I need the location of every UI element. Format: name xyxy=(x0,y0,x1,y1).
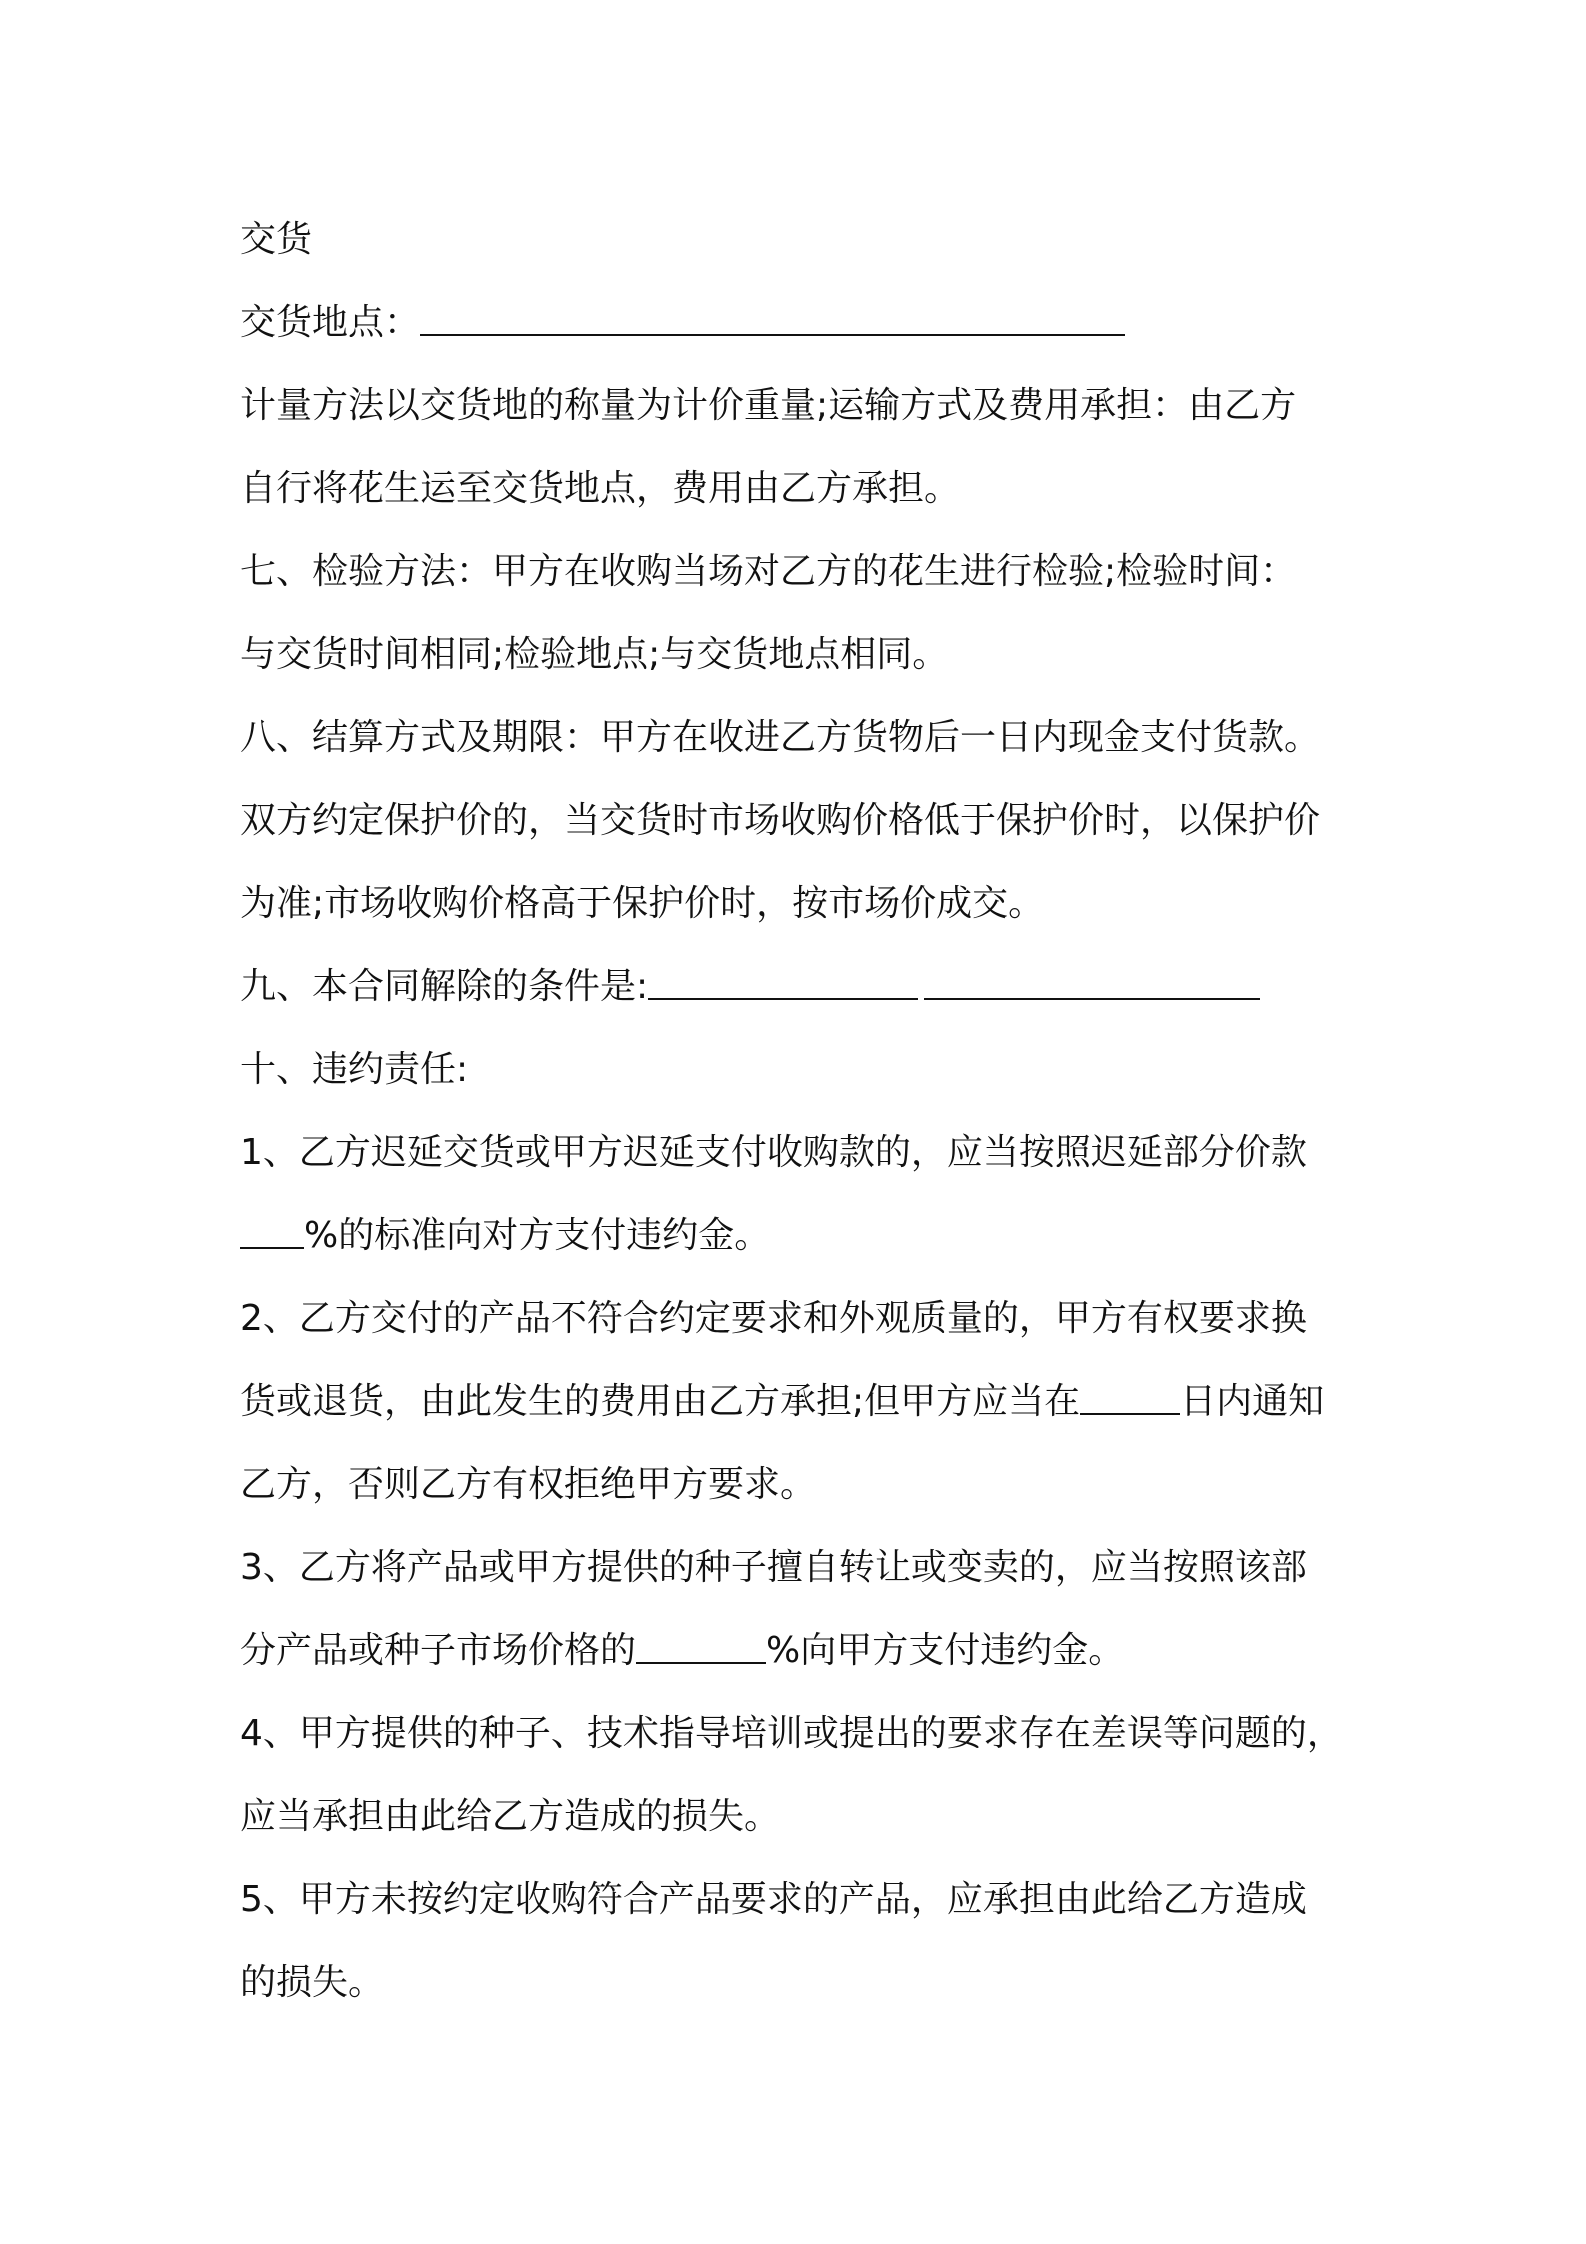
seed-penalty-text-after: %向甲方支付违约金。 xyxy=(766,1630,1125,1671)
seed-penalty-line xyxy=(240,1609,1370,1692)
termination-conditions-line xyxy=(240,945,1370,1028)
paragraph-line: 自行将花生运至交货地点，费用由乙方承担。 xyxy=(240,468,961,509)
notice-days-text-after: 日内通知 xyxy=(1180,1381,1325,1422)
notice-days-line xyxy=(240,1360,1370,1443)
delivery-location-line xyxy=(240,281,1370,364)
document-page xyxy=(240,198,1370,2024)
seed-penalty-blank[interactable] xyxy=(636,1626,766,1664)
paragraph-line: 与交货时间相同;检验地点;与交货地点相同。 xyxy=(240,634,949,675)
notice-days-text-before: 货或退货，由此发生的费用由乙方承担;但甲方应当在 xyxy=(240,1381,1081,1422)
penalty-rate-line xyxy=(240,1194,1370,1277)
delivery-location-label: 交货地点： xyxy=(240,302,421,343)
termination-conditions-label: 九、本合同解除的条件是: xyxy=(240,966,649,1007)
paragraph-line: 为准;市场收购价格高于保护价时，按市场价成交。 xyxy=(240,883,1045,924)
paragraph-line: 4、甲方提供的种子、技术指导培训或提出的要求存在差误等问题的， xyxy=(240,1713,1343,1754)
paragraph-line: 的损失。 xyxy=(240,1962,385,2003)
paragraph-line: 计量方法以交货地的称量为计价重量;运输方式及费用承担：由乙方 xyxy=(240,385,1297,426)
section-heading-delivery: 交货 xyxy=(240,219,313,260)
termination-conditions-blank-1[interactable] xyxy=(648,962,918,1000)
penalty-rate-blank[interactable] xyxy=(240,1211,304,1249)
seed-penalty-text-before: 分产品或种子市场价格的 xyxy=(240,1630,637,1671)
notice-days-blank[interactable] xyxy=(1080,1377,1180,1415)
termination-conditions-blank-2[interactable] xyxy=(924,962,1260,1000)
paragraph-line: 3、乙方将产品或甲方提供的种子擅自转让或变卖的，应当按照该部 xyxy=(240,1547,1307,1588)
paragraph-line: 双方约定保护价的，当交货时市场收购价格低于保护价时，以保护价 xyxy=(240,800,1321,841)
paragraph-line: 八、结算方式及期限：甲方在收进乙方货物后一日内现金支付货款。 xyxy=(240,717,1321,758)
paragraph-line: 应当承担由此给乙方造成的损失。 xyxy=(240,1796,781,1837)
penalty-rate-text: %的标准向对方支付违约金。 xyxy=(304,1215,771,1256)
paragraph-line: 七、检验方法：甲方在收购当场对乙方的花生进行检验;检验时间： xyxy=(240,551,1297,592)
delivery-location-blank[interactable] xyxy=(420,298,1125,336)
section-heading-liability: 十、违约责任: xyxy=(240,1049,469,1090)
paragraph-line: 5、甲方未按约定收购符合产品要求的产品，应承担由此给乙方造成 xyxy=(240,1879,1307,1920)
paragraph-line: 2、乙方交付的产品不符合约定要求和外观质量的，甲方有权要求换 xyxy=(240,1298,1307,1339)
paragraph-line: 乙方，否则乙方有权拒绝甲方要求。 xyxy=(240,1464,817,1505)
paragraph-line: 1、乙方迟延交货或甲方迟延支付收购款的，应当按照迟延部分价款 xyxy=(240,1132,1307,1173)
